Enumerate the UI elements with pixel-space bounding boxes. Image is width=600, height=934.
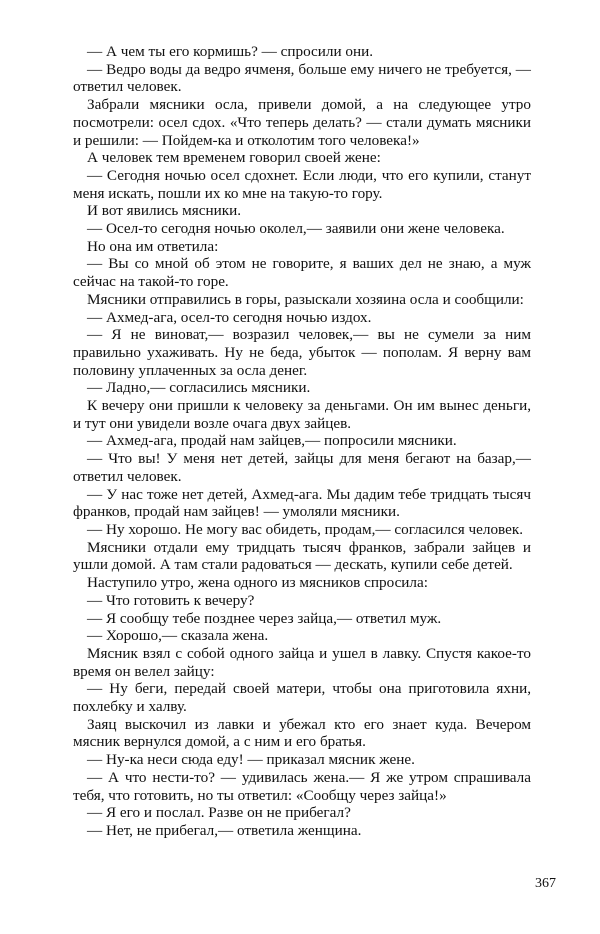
page-number: 367 <box>535 876 556 891</box>
paragraph: Но она им ответила: <box>87 237 219 255</box>
paragraph: — Ну хорошо. Не могу вас обидеть, продам,— согласился человек. <box>87 520 524 538</box>
paragraph: — Что готовить к вечеру? <box>87 591 255 609</box>
paragraph: — Ну беги, передай своей матери, чтобы она приготовила яхни, похлебку и халву. <box>73 680 531 716</box>
paragraph: Мясники отдали ему тридцать тысяч франков, забрали зайцев и ушли домой. А там стали радоваться — дескать, купили себе детей. <box>73 538 531 574</box>
paragraph: Забрали мясники осла, привели домой, а на следующее утро посмотрели: осел сдох. «Что теперь делать? — стали думать мясники и решили: — Пойдем-ка и отколотим того человека!» <box>73 96 531 149</box>
paragraph: Заяц выскочил из лавки и убежал кто его знает куда. Вечером мясник вернулся домой, а с ним и его братья. <box>73 715 531 751</box>
paragraph: — Ладно,— согласились мясники. <box>87 379 311 397</box>
paragraph: — А чем ты его кормишь? — спросили они. <box>87 43 374 60</box>
paragraph: — Я его и послал. Разве он не прибегал? <box>87 804 351 822</box>
paragraph: — Хорошо,— сказала жена. <box>87 627 269 645</box>
paragraph: — У нас тоже нет детей, Ахмед-ага. Мы дадим тебе тридцать тысяч франков, продай нам зайцев! — умоляли мясники. <box>73 485 531 521</box>
paragraph: Мясники отправились в горы, разыскали хозяина осла и сообщили: <box>87 290 524 308</box>
paragraph: — Сегодня ночью осел сдохнет. Если люди, что его купили, станут меня искать, пошли их ко мне на такую-то гору. <box>73 166 531 202</box>
paragraph: — Что вы! У меня нет детей, зайцы для меня бегают на базар,— ответил человек. <box>73 450 531 485</box>
paragraph: — А что нести-то? — удивилась жена.— Я же утром спрашивала тебя, что готовить, но ты ответил: «Сообщу через зайца!» <box>73 768 531 804</box>
paragraph: — Ведро воды да ведро ячменя, больше ему ничего не требуется, — ответил человек. <box>73 60 531 96</box>
paragraph: И вот явились мясники. <box>87 202 242 220</box>
story-text <box>73 43 531 840</box>
paragraph: Мясник взял с собой одного зайца и ушел в лавку. Спустя какое-то время он велел зайцу: <box>73 644 531 680</box>
paragraph: — Я не виноват,— возразил человек,— вы не сумели за ним правильно ухаживать. Ну не беда, убыток — пополам. Я верну вам половину уплаченных за осла денег. <box>73 326 531 379</box>
paragraph: — Нет, не прибегал,— ответила женщина. <box>87 821 362 839</box>
paragraph: А человек тем временем говорил своей жене: <box>87 149 381 167</box>
paragraph: — Осел-то сегодня ночью околел,— заявили они жене человека. <box>87 220 505 238</box>
paragraph: — Ахмед-ага, продай нам зайцев,— попросили мясники. <box>87 432 457 450</box>
paragraph: — Ахмед-ага, осел-то сегодня ночью издох. <box>87 308 372 326</box>
paragraph: К вечеру они пришли к человеку за деньгами. Он им вынес деньги, и тут они увидели возле очага двух зайцев. <box>73 397 531 432</box>
paragraph: — Ну-ка неси сюда еду! — приказал мясник жене. <box>87 751 415 769</box>
paragraph: Наступило утро, жена одного из мясников спросила: <box>87 574 428 592</box>
paragraph: — Я сообщу тебе позднее через зайца,— ответил муж. <box>87 609 442 627</box>
paragraph: — Вы со мной об этом не говорите, я ваших дел не знаю, а муж сейчас на такой-то горе. <box>73 255 531 291</box>
